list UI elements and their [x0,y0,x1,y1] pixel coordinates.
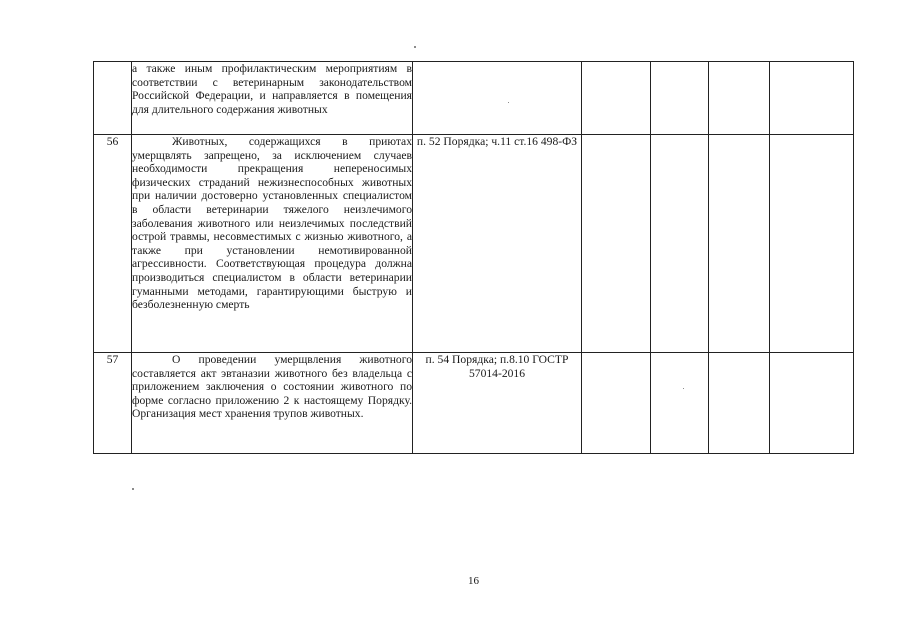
empty-cell [651,62,709,135]
requirements-table [93,61,854,454]
row-number [94,62,132,135]
table-row [94,353,854,454]
scan-speck [508,102,509,103]
legal-reference: п. 52 Порядка; ч.11 ст.16 498-ФЗ [413,135,582,353]
table-row [94,62,854,135]
scan-speck [132,488,134,490]
empty-cell [582,353,651,454]
empty-cell [582,62,651,135]
empty-cell [582,135,651,353]
empty-cell [709,62,770,135]
requirement-text: а также иным профилактическим мероприятиям в соответствии с ветеринарным законодательством Российской Федерации, и направляется в помещения для длительного содержания животных [132,62,413,135]
empty-cell [709,135,770,353]
legal-reference [413,62,582,135]
empty-cell [651,353,709,454]
empty-cell [770,62,854,135]
empty-cell [770,353,854,454]
scan-speck [414,46,416,48]
empty-cell [770,135,854,353]
requirement-text: О проведении умерщвления животного составляется акт эвтаназии животного без владельца с приложением заключения о состоянии животного по форме согласно приложению 2 к настоящему Порядку. Организация мест хранения трупов животных. [132,353,413,454]
row-number: 57 [94,353,132,454]
table-row [94,135,854,353]
legal-reference: п. 54 Порядка; п.8.10 ГОСТР 57014-2016 [413,353,582,454]
row-number: 56 [94,135,132,353]
empty-cell [709,353,770,454]
requirement-text: Животных, содержащихся в приютах умерщвлять запрещено, за исключением случаев необходимости прекращения непереносимых физических страданий нежизнеспособных животных при наличии достоверно установленных специалистом в области ветеринарии тяжелого неизлечимого заболевания животного или неизлечимых последствий острой травмы, несовместимых с жизнью животного, а также при установлении немотивированной агрессивности. Соответствующая процедура должна производиться специалистом в области ветеринарии гуманными методами, гарантирующими быструю и безболезненную смерть [132,135,413,353]
page-number: 16 [468,575,479,587]
scan-speck [683,388,684,389]
empty-cell [651,135,709,353]
